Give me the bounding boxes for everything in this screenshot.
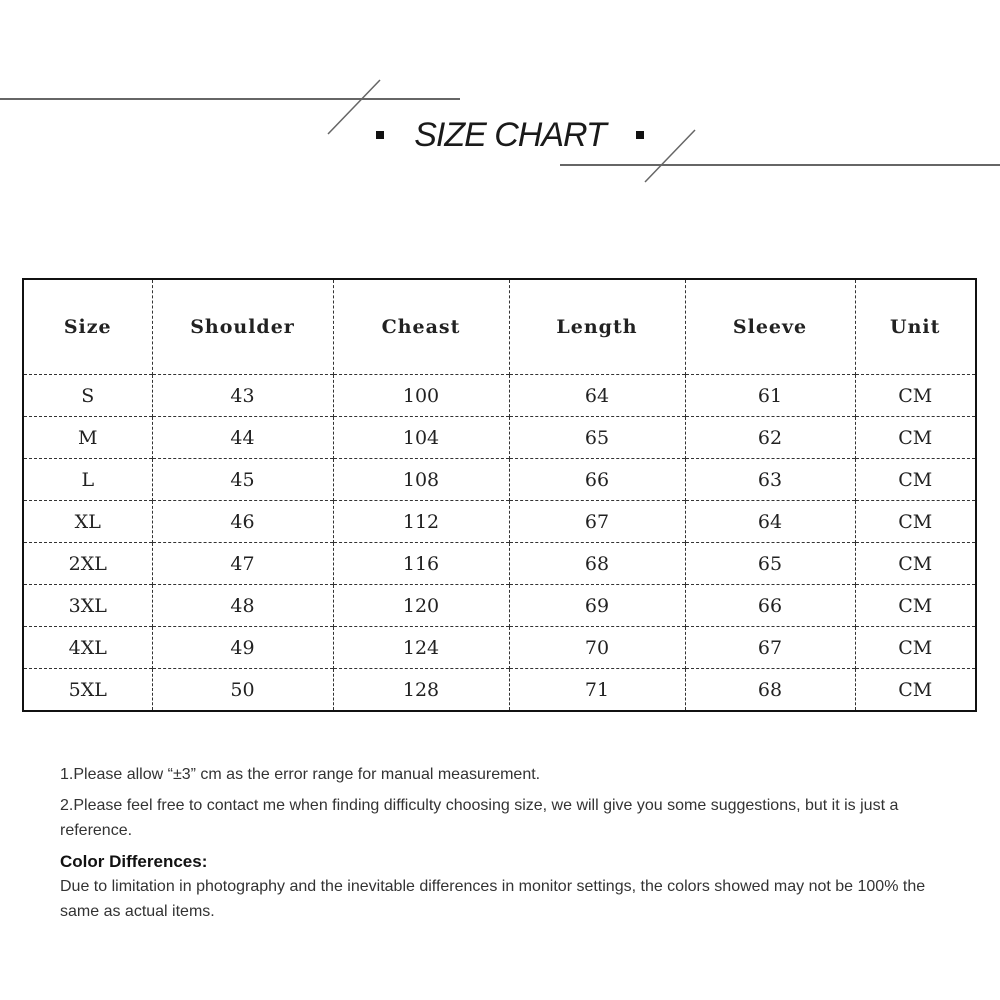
color-differences-heading: Color Differences: — [60, 852, 208, 871]
cell-size: 2XL — [23, 543, 152, 585]
cell-unit: CM — [855, 459, 976, 501]
table-row — [23, 669, 976, 712]
cell-shoulder: 45 — [152, 459, 333, 501]
cell-unit: CM — [855, 543, 976, 585]
note-contact: 2.Please feel free to contact me when finding difficulty choosing size, we will give you some suggestions, but it is just a reference. — [60, 797, 899, 839]
cell-shoulder: 49 — [152, 627, 333, 669]
cell-sleeve: 67 — [685, 627, 855, 669]
cell-length: 69 — [509, 585, 685, 627]
column-header-length: Length — [509, 279, 685, 375]
table-row — [23, 543, 976, 585]
cell-size: 4XL — [23, 627, 152, 669]
page-title: SIZE CHART — [414, 115, 606, 154]
cell-sleeve: 68 — [685, 669, 855, 712]
cell-length: 71 — [509, 669, 685, 712]
cell-size: M — [23, 417, 152, 459]
table-row — [23, 501, 976, 543]
decorative-lines — [0, 0, 1000, 200]
cell-shoulder: 43 — [152, 375, 333, 417]
column-header-shoulder: Shoulder — [152, 279, 333, 375]
cell-chest: 112 — [333, 501, 509, 543]
cell-unit: CM — [855, 669, 976, 712]
cell-size: XL — [23, 501, 152, 543]
column-header-chest: Cheast — [333, 279, 509, 375]
color-differences-text: Due to limitation in photography and the inevitable differences in monitor settings, the colors showed may not be 100% the same as actual items. — [60, 878, 926, 920]
cell-unit: CM — [855, 375, 976, 417]
cell-unit: CM — [855, 585, 976, 627]
cell-length: 68 — [509, 543, 685, 585]
size-chart-header — [10, 108, 1000, 162]
cell-length: 67 — [509, 501, 685, 543]
cell-shoulder: 48 — [152, 585, 333, 627]
cell-length: 70 — [509, 627, 685, 669]
table-header-row — [23, 279, 976, 375]
cell-shoulder: 50 — [152, 669, 333, 712]
cell-size: S — [23, 375, 152, 417]
cell-chest: 124 — [333, 627, 509, 669]
cell-chest: 116 — [333, 543, 509, 585]
notes-section — [60, 762, 960, 930]
cell-size: 3XL — [23, 585, 152, 627]
cell-size: 5XL — [23, 669, 152, 712]
cell-chest: 120 — [333, 585, 509, 627]
table-row — [23, 585, 976, 627]
cell-chest: 104 — [333, 417, 509, 459]
cell-chest: 108 — [333, 459, 509, 501]
cell-length: 65 — [509, 417, 685, 459]
cell-shoulder: 47 — [152, 543, 333, 585]
cell-unit: CM — [855, 627, 976, 669]
cell-length: 64 — [509, 375, 685, 417]
cell-length: 66 — [509, 459, 685, 501]
note-error-range: 1.Please allow “±3” cm as the error range for manual measurement. — [60, 766, 541, 783]
cell-sleeve: 62 — [685, 417, 855, 459]
cell-sleeve: 61 — [685, 375, 855, 417]
cell-shoulder: 46 — [152, 501, 333, 543]
column-header-sleeve: Sleeve — [685, 279, 855, 375]
cell-chest: 100 — [333, 375, 509, 417]
table-row — [23, 375, 976, 417]
bullet-icon — [636, 131, 644, 139]
cell-sleeve: 63 — [685, 459, 855, 501]
cell-unit: CM — [855, 417, 976, 459]
table-row — [23, 627, 976, 669]
column-header-unit: Unit — [855, 279, 976, 375]
table-row — [23, 459, 976, 501]
cell-size: L — [23, 459, 152, 501]
cell-sleeve: 65 — [685, 543, 855, 585]
bullet-icon — [376, 131, 384, 139]
cell-shoulder: 44 — [152, 417, 333, 459]
table-row — [23, 417, 976, 459]
cell-sleeve: 64 — [685, 501, 855, 543]
cell-unit: CM — [855, 501, 976, 543]
column-header-size: Size — [63, 316, 112, 338]
size-table — [22, 278, 977, 712]
cell-chest: 128 — [333, 669, 509, 712]
cell-sleeve: 66 — [685, 585, 855, 627]
